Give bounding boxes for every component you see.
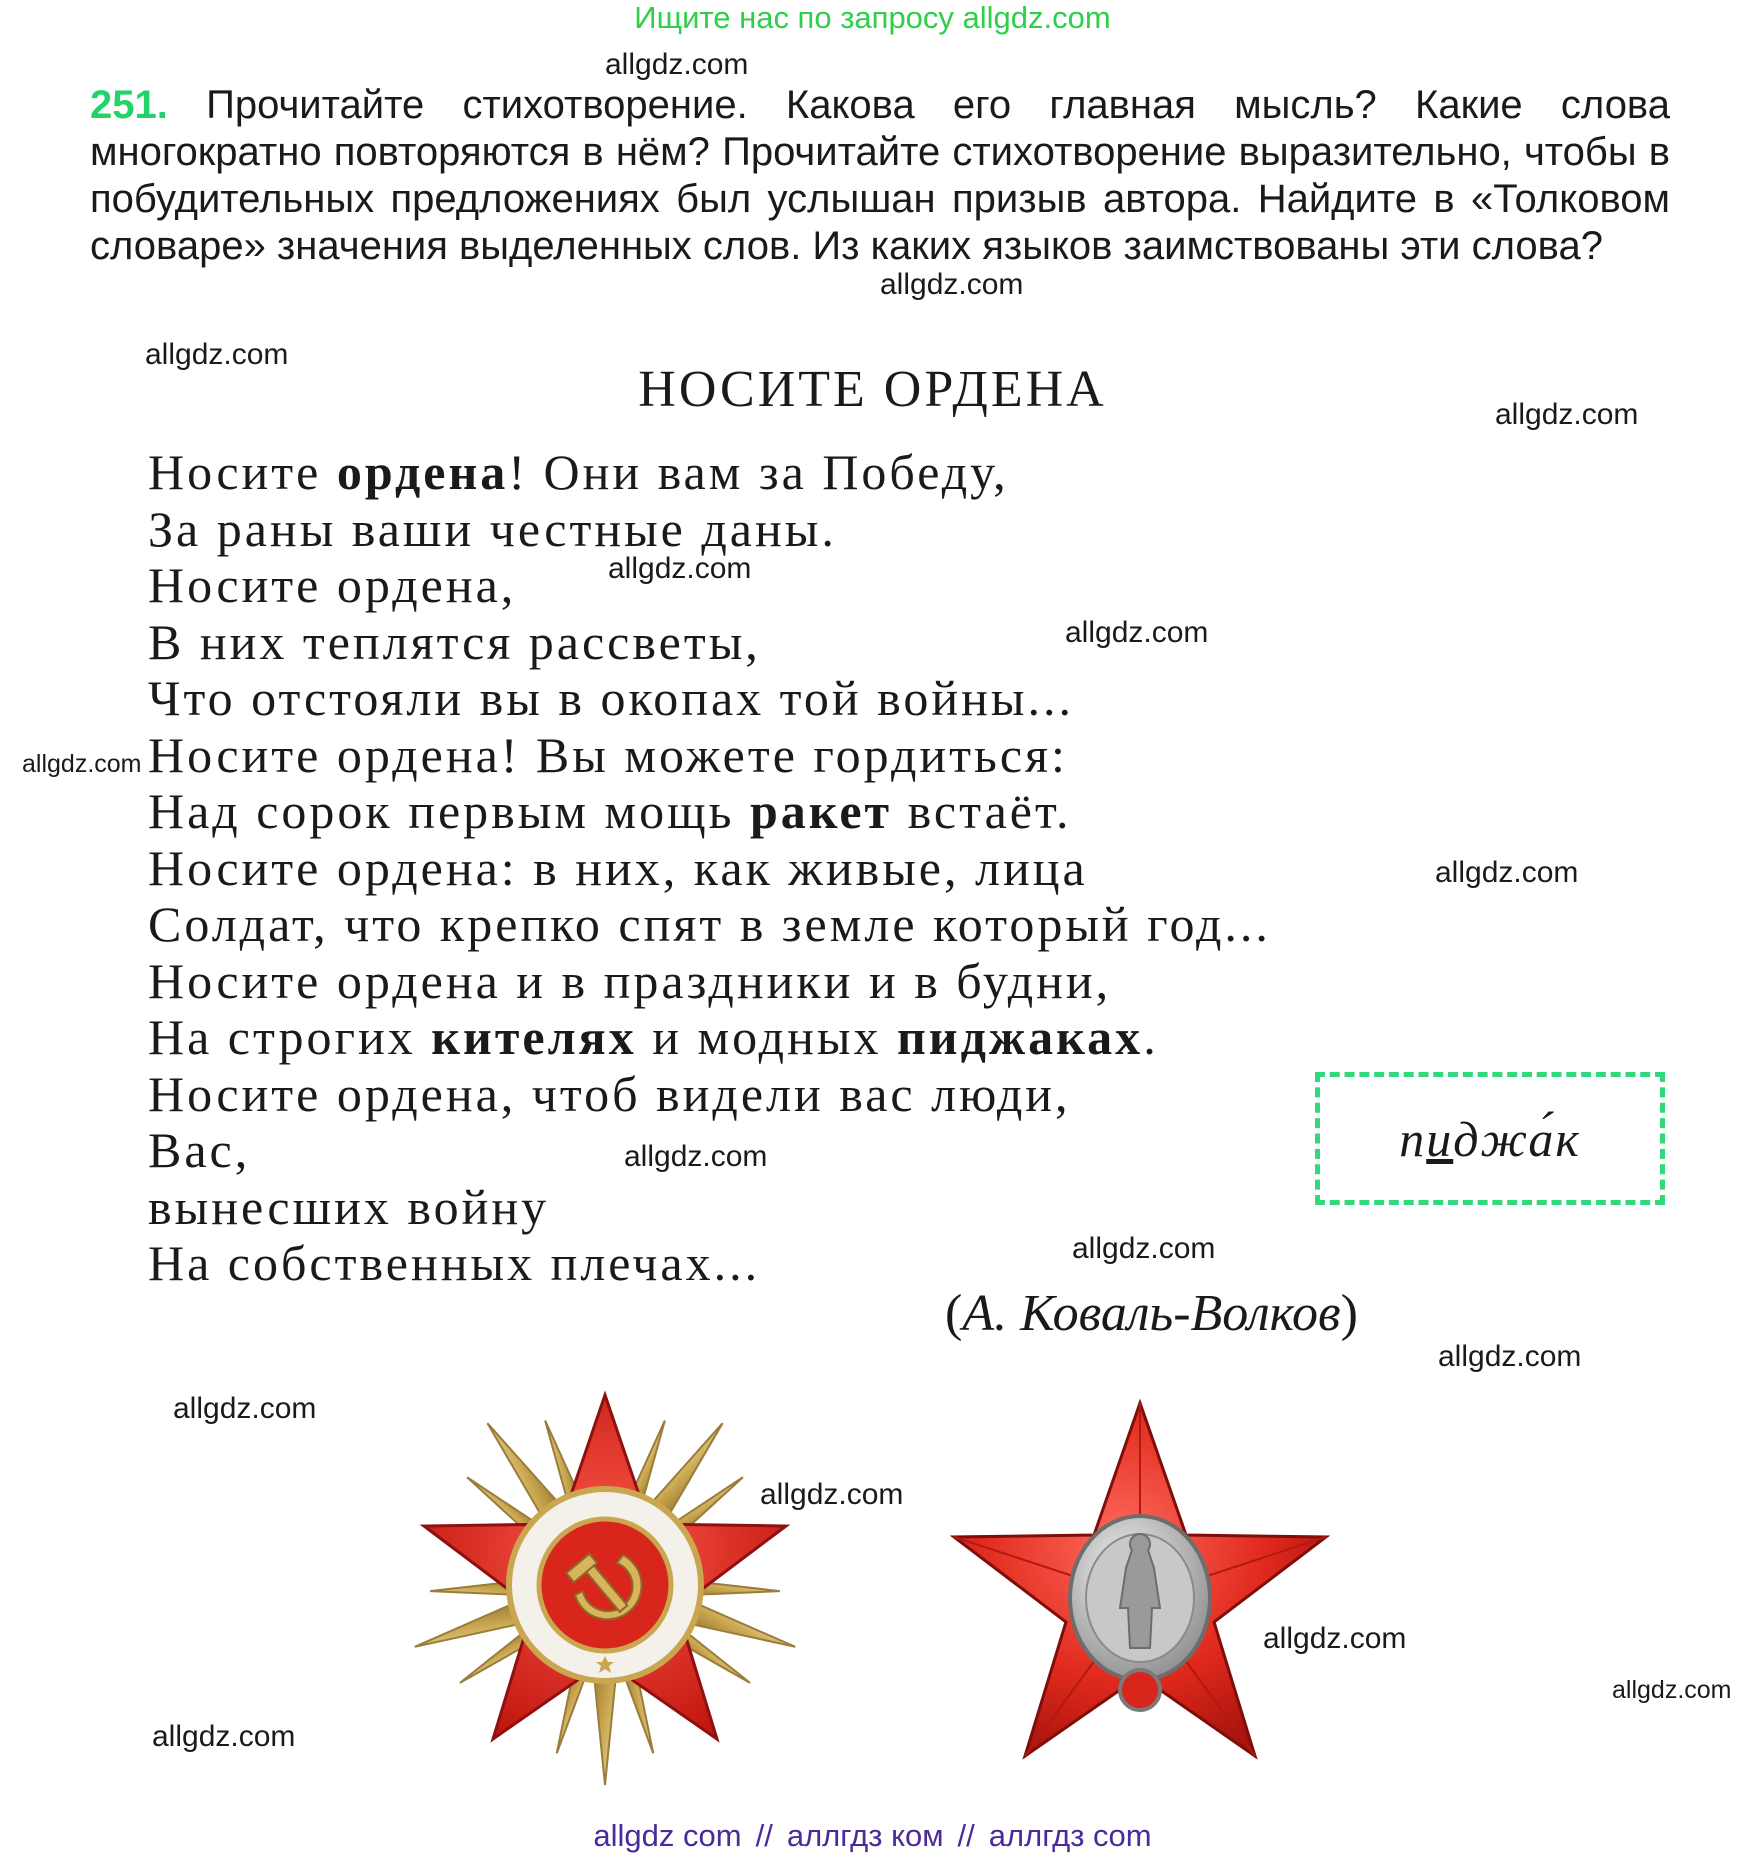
search-banner: Ищите нас по запросу allgdz.com (634, 0, 1111, 35)
poem-body (148, 444, 1271, 1292)
poem-line: За раны ваши честные даны. (148, 500, 837, 557)
watermark: allgdz.com (1612, 1676, 1732, 1704)
order-patriotic-war-image (410, 1385, 800, 1790)
watermark: allgdz.com (1435, 856, 1579, 889)
task-paragraph (90, 82, 1670, 270)
poem-line: Носите ордена, чтоб видели вас люди, (148, 1065, 1071, 1122)
watermark: allgdz.com (1263, 1622, 1407, 1655)
poem-line: В них теплятся рассветы, (148, 613, 761, 670)
watermark: allgdz.com (1072, 1232, 1216, 1265)
poem-line: Носите ордена! Они вам за Победу, (148, 444, 1009, 500)
poem-line: На собственных плечах... (148, 1235, 761, 1291)
watermark: allgdz.com (605, 48, 749, 81)
vocabulary-word-box (1315, 1072, 1665, 1205)
watermark: allgdz.com (152, 1720, 296, 1753)
watermark: allgdz.com (760, 1478, 904, 1511)
watermark: allgdz.com (145, 338, 289, 371)
vocabulary-word: пиджа́к (1399, 1110, 1581, 1167)
watermark: allgdz.com (173, 1392, 317, 1425)
task-number: 251. (90, 83, 168, 127)
watermark: allgdz.com (1495, 398, 1639, 431)
task-text: Прочитайте стихотворение. Какова его главная мысль? Какие слова многократно повторяются в нём? Прочитайте стихотворение выразительно, чтобы в побудительных предложениях был услышан призыв автора. Найдите в «Толковом словаре» значения выделенных слов. Из каких языков заимствованы эти слова? (90, 83, 1670, 268)
poem-line: Носите ордена, (148, 557, 517, 613)
poem-title: НОСИТЕ ОРДЕНА (638, 361, 1107, 418)
poem-line: Вас, (148, 1122, 251, 1178)
poem-line: Носите ордена! Вы можете гордиться: (148, 726, 1068, 783)
poem-line: Солдат, что крепко спят в земле который год... (148, 896, 1271, 952)
bottom-links (0, 1818, 1745, 1854)
bottom-link[interactable]: аллгдз com (988, 1818, 1152, 1853)
poem-line: Носите ордена и в праздники и в будни, (148, 952, 1112, 1009)
poem-author: (А. Коваль-Волков) (945, 1285, 1358, 1342)
gold-rays (410, 1395, 799, 1785)
poem-line: На строгих кителях и модных пиджаках. (148, 1009, 1159, 1065)
link-separator: // (957, 1818, 975, 1853)
poem-line: Над сорок первым мощь ракет встаёт. (148, 783, 1072, 839)
poem-line: вынесших войну (148, 1178, 550, 1235)
poem-line: Носите ордена: в них, как живые, лица (148, 839, 1088, 896)
order-red-star-image (945, 1398, 1335, 1788)
watermark: allgdz.com (1438, 1340, 1582, 1373)
watermark: allgdz.com (1065, 616, 1209, 649)
watermark: allgdz.com (22, 750, 142, 778)
watermark: allgdz.com (880, 268, 1024, 301)
watermark: allgdz.com (624, 1140, 768, 1173)
link-separator: // (755, 1818, 773, 1853)
bottom-link[interactable]: allgdz com (593, 1818, 742, 1853)
poem-line: Что отстояли вы в окопах той войны... (148, 670, 1074, 726)
bottom-link[interactable]: аллгдз ком (786, 1818, 944, 1853)
watermark: allgdz.com (608, 552, 752, 585)
